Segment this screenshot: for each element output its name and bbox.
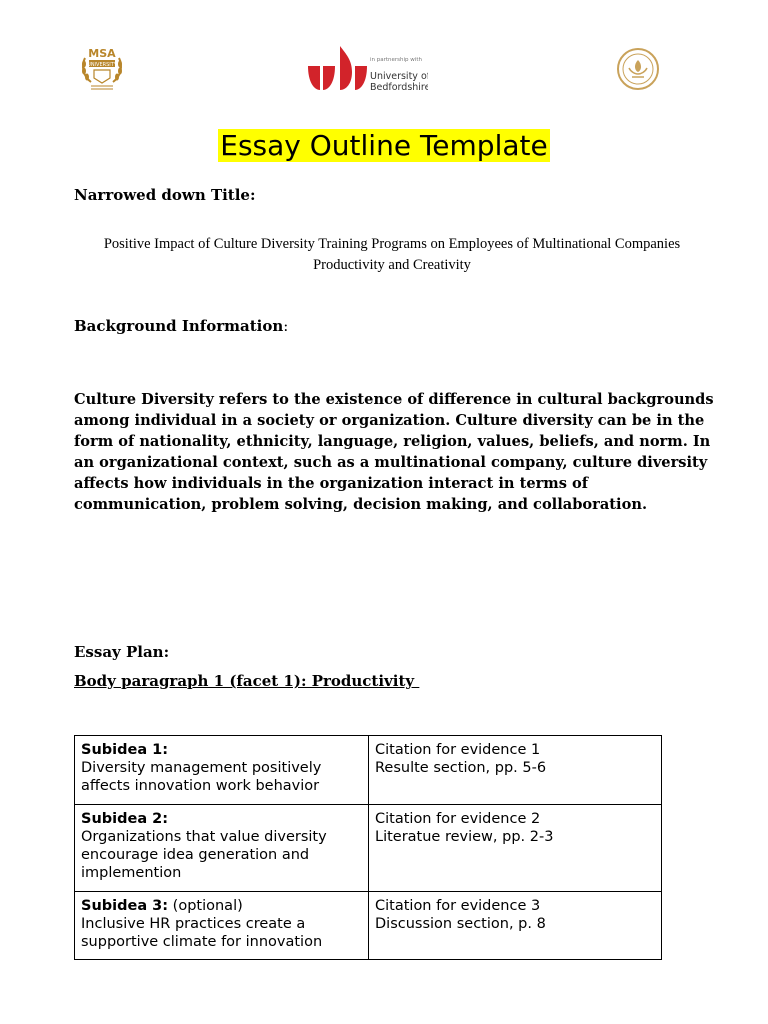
subidea-text: Organizations that value diversity encourage idea generation and implemention	[81, 829, 327, 881]
subidea-cell	[75, 892, 369, 960]
citation-text: Literatue review, pp. 2-3	[375, 829, 554, 845]
partner-text: in partnership with	[370, 57, 422, 63]
citation-text: Resulte section, pp. 5-6	[375, 760, 547, 776]
table-row	[75, 736, 662, 805]
background-label	[74, 317, 288, 335]
subidea-text: Inclusive HR practices create a supportive climate for innovation	[81, 916, 323, 950]
msa-ribbon-text: UNIVERSITY	[87, 62, 117, 68]
citation-cell	[369, 892, 662, 960]
subidea-label: Subidea 1:	[81, 742, 169, 758]
subidea-cell	[75, 736, 369, 805]
uob-line2: Bedfordshire	[370, 82, 428, 93]
subidea-cell	[75, 805, 369, 892]
table-row	[75, 805, 662, 892]
citation-label: Citation for evidence 2	[375, 811, 541, 827]
citation-text: Discussion section, p. 8	[375, 916, 546, 932]
body-paragraph-label: Body paragraph 1 (facet 1): Productivity	[74, 672, 420, 690]
subidea-text: Diversity management positively affects innovation work behavior	[81, 760, 322, 794]
page-title	[0, 127, 768, 165]
narrowed-title-text	[74, 234, 710, 276]
narrowed-title-line1: Positive Impact of Culture Diversity Training Programs on Employees of Multinational Companies	[103, 236, 681, 252]
subidea-label: Subidea 2:	[81, 811, 169, 827]
citation-cell	[369, 805, 662, 892]
citation-cell	[369, 736, 662, 805]
background-label-text: Background Information	[74, 317, 284, 335]
essay-plan-table	[74, 735, 662, 960]
narrowed-title-label: Narrowed down Title:	[74, 186, 256, 204]
background-label-colon: :	[283, 317, 289, 335]
narrowed-title-line2: Productivity and Creativity	[313, 257, 471, 273]
subidea-optional: (optional)	[168, 898, 243, 914]
title-text: Essay Outline Template	[220, 129, 548, 162]
citation-label: Citation for evidence 1	[375, 742, 541, 758]
table-row	[75, 892, 662, 960]
msa-badge-text: MSA	[88, 47, 116, 60]
university-of-bedfordshire-logo	[306, 44, 428, 94]
background-paragraph: Culture Diversity refers to the existence of difference in cultural backgrounds among individual in a society or organization. Culture diversity can be in the form of nationality, ethnicity, language, religion, values, beliefs, and norm. In an organizational context, such as a multinational company, culture diversity affects how individuals in the organization interact in terms of communication, problem solving, decision making, and collaboration.	[74, 391, 714, 513]
essay-plan-label: Essay Plan:	[74, 643, 170, 661]
citation-label: Citation for evidence 3	[375, 898, 541, 914]
uob-line1: University of	[370, 71, 428, 82]
msa-university-logo	[77, 44, 127, 92]
seal-logo	[617, 48, 659, 90]
subidea-label: Subidea 3:	[81, 898, 169, 914]
